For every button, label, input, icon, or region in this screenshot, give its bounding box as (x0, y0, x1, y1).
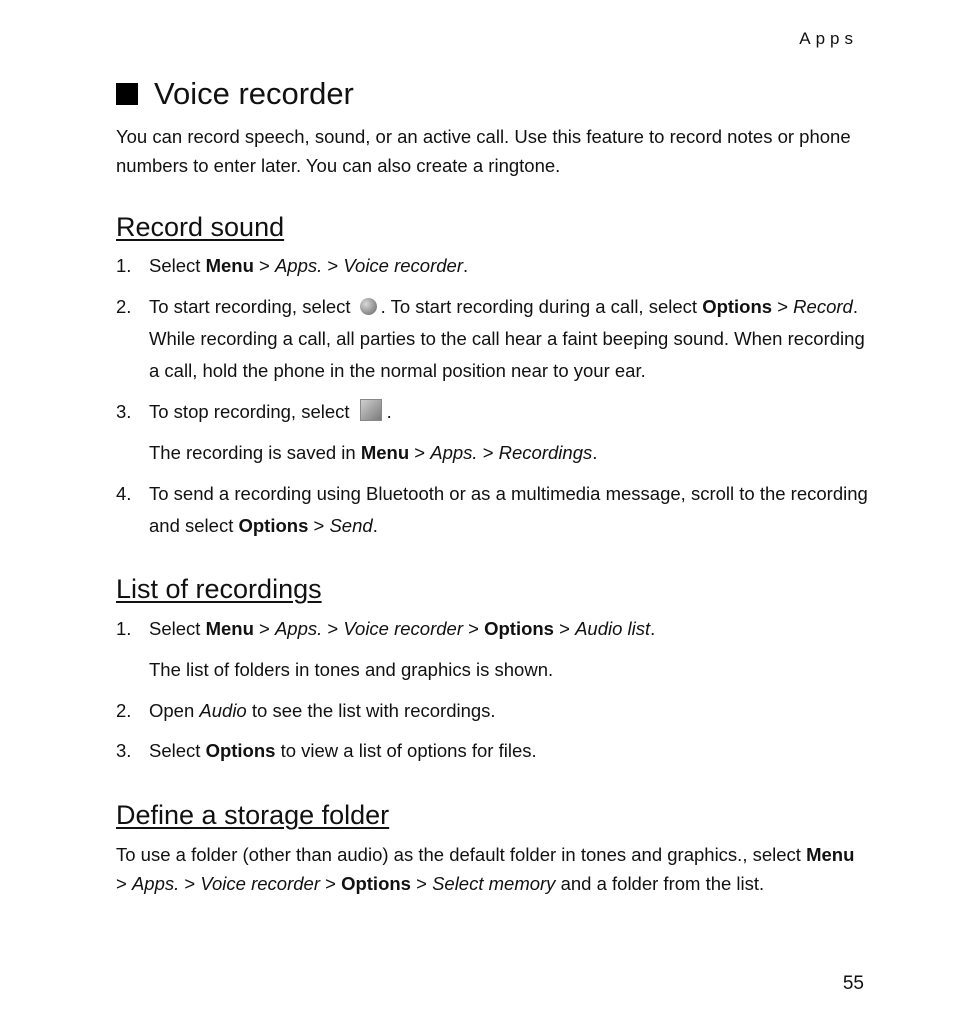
record-step-4 (116, 478, 876, 542)
step-number: 2. (116, 296, 132, 317)
step-number: 4. (116, 483, 132, 504)
step-text: To stop recording, select . (149, 401, 392, 422)
step-number: 3. (116, 401, 132, 422)
step-number: 1. (116, 618, 132, 639)
page-number: 55 (842, 973, 864, 994)
running-head: Apps (799, 29, 858, 48)
menu-term: Menu (205, 255, 254, 276)
step-text: Open Audio to see the list with recordings. (149, 700, 496, 721)
record-note: The recording is saved in Menu > Apps. > Recordings. (149, 442, 598, 463)
record-step-2 (116, 291, 876, 387)
step-text: To send a recording using Bluetooth or as a multimedia message, scroll to the recording and select Options > Send. (149, 483, 868, 536)
step-number: 2. (116, 700, 132, 721)
title-square-icon (116, 83, 138, 105)
step-text: To start recording, select . To start recording during a call, select Options > Record. While recording a call, all parties to the call hear a faint beeping sound. When recording a call, hold the phone in the normal position near to your ear. (149, 296, 865, 381)
section-heading-define-storage: Define a storage folder (116, 800, 390, 830)
section-heading-list-of-recordings: List of recordings (116, 574, 322, 604)
step-text: Select Menu > Apps. > Voice recorder > Options > Audio list. (149, 618, 656, 639)
page-title-text: Voice recorder (154, 76, 354, 111)
section-heading-record-sound: Record sound (116, 212, 285, 242)
record-step-3 (116, 396, 876, 428)
intro-paragraph: You can record speech, sound, or an active call. Use this feature to record notes or phone numbers to enter later. You can also create a ringtone. (116, 126, 851, 176)
storage-paragraph: To use a folder (other than audio) as the default folder in tones and graphics., select Menu > Apps. > Voice recorder > Options > Select memory and a folder from the list. (116, 844, 855, 894)
stop-icon (360, 399, 382, 421)
list-step-3 (116, 735, 876, 767)
list-step-2 (116, 695, 876, 727)
list-note: The list of folders in tones and graphics is shown. (149, 659, 554, 680)
step-text: Select Options to view a list of options for files. (149, 740, 537, 761)
record-icon (360, 298, 377, 315)
list-step-1 (116, 613, 876, 645)
step-number: 3. (116, 740, 132, 761)
step-number: 1. (116, 255, 132, 276)
step-text: Select Menu > Apps. > Voice recorder. (149, 255, 469, 276)
page-title (116, 74, 354, 114)
record-step-1 (116, 250, 876, 282)
